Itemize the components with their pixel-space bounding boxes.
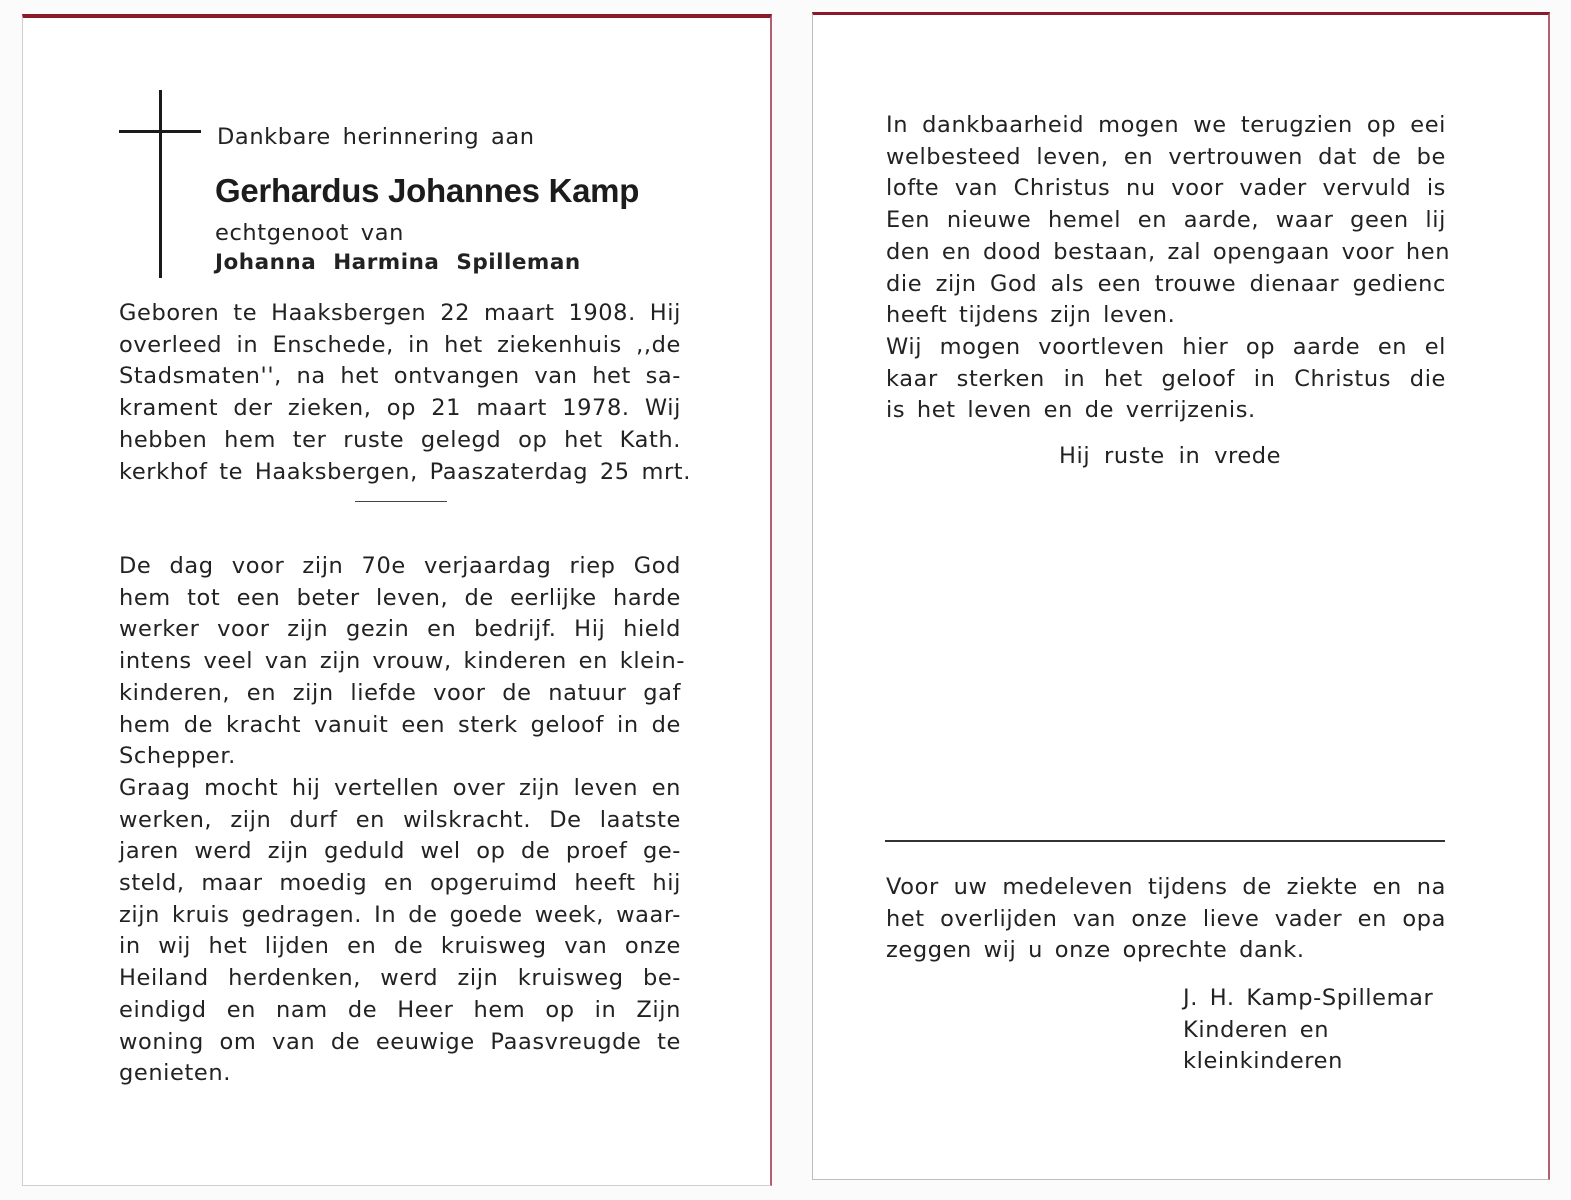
tribute-line: werken, zijn durf en wilskracht. De laatste	[119, 806, 681, 833]
section-divider	[885, 840, 1445, 842]
biography-paragraph	[119, 298, 691, 488]
reflection-line: heeft tijdens zijn leven.	[886, 302, 1176, 329]
tribute-line: eindigd en nam de Heer hem op in Zijn	[119, 996, 681, 1023]
biography-line: overleed in Enschede, in het ziekenhuis ,,de	[119, 331, 681, 358]
rest-in-peace-text: Hij ruste in vrede	[1059, 443, 1282, 469]
reflection-line: kaar sterken in het geloof in Christus die	[886, 365, 1446, 392]
reflection-line: lofte van Christus nu voor vader vervuld is	[886, 175, 1446, 202]
thanks-line: Voor uw medeleven tijdens de ziekte en na	[886, 874, 1446, 900]
cross-icon-vertical	[159, 90, 162, 278]
biography-line: hebben hem ter ruste gelegd op het Kath.	[119, 426, 681, 453]
tribute-line: hem tot een beter leven, de eerlijke harde	[119, 584, 681, 611]
tribute-line: De dag voor zijn 70e verjaardag riep God	[119, 553, 681, 579]
biography-line: krament der zieken, op 21 maart 1978. Wij	[119, 395, 681, 422]
reflection-line: die zijn God als een trouwe dienaar gedienc	[886, 270, 1446, 297]
reflection-line: den en dood bestaan, zal opengaan voor hen	[886, 238, 1451, 265]
section-divider	[355, 501, 447, 502]
signature-line: Kinderen en	[1183, 1016, 1330, 1043]
spouse-label: echtgenoot van	[215, 220, 404, 246]
tribute-line: hem de kracht vanuit een sterk geloof in de	[119, 711, 681, 738]
tribute-line: Heiland herdenken, werd zijn kruisweg be-	[119, 965, 681, 992]
tribute-line: steld, maar moedig en opgeruimd heeft hij	[119, 870, 681, 897]
tribute-line: kinderen, en zijn liefde voor de natuur gaf	[119, 679, 681, 706]
reflection-line: In dankbaarheid mogen we terugzien op eei	[886, 112, 1446, 138]
signature-block	[1183, 983, 1433, 1078]
tribute-line: intens veel van zijn vrouw, kinderen en klein-	[119, 648, 686, 675]
tribute-paragraph	[119, 551, 686, 1090]
reflection-line: Een nieuwe hemel en aarde, waar geen lij	[886, 207, 1446, 234]
memorial-card-left-page	[22, 14, 772, 1186]
memorial-card-right-page	[812, 12, 1550, 1180]
signature-line: J. H. Kamp-Spillemar	[1183, 985, 1434, 1011]
tribute-line: genieten.	[119, 1060, 231, 1087]
tribute-line: zijn kruis gedragen. In de goede week, waar-	[119, 901, 681, 928]
reflection-line: is het leven en de verrijzenis.	[886, 397, 1256, 424]
tribute-line: jaren werd zijn geduld wel op de proef ge-	[119, 838, 681, 865]
cross-icon-horizontal	[119, 130, 201, 133]
signature-line: kleinkinderen	[1183, 1048, 1343, 1075]
tribute-line: werker voor zijn gezin en bedrijf. Hij hield	[119, 616, 681, 643]
tribute-line: woning om van de eeuwige Paasvreugde te	[119, 1028, 681, 1055]
thanks-line: zeggen wij u onze oprechte dank.	[886, 937, 1305, 964]
spouse-name: Johanna Harmina Spilleman	[215, 250, 581, 275]
intro-text: Dankbare herinnering aan	[217, 124, 535, 150]
thanks-paragraph	[886, 872, 1446, 967]
reflection-line: Wij mogen voortleven hier op aarde en el	[886, 333, 1446, 360]
reflection-line: welbesteed leven, en vertrouwen dat de be	[886, 143, 1446, 170]
biography-line: kerkhof te Haaksbergen, Paaszaterdag 25 mrt.	[119, 458, 691, 485]
biography-line: Geboren te Haaksbergen 22 maart 1908. Hij	[119, 300, 681, 326]
tribute-line: in wij het lijden en de kruisweg van onze	[119, 933, 681, 960]
tribute-line: Schepper.	[119, 743, 236, 770]
reflection-paragraph	[886, 110, 1451, 427]
biography-line: Stadsmaten'', na het ontvangen van het sa-	[119, 363, 681, 390]
tribute-line: Graag mocht hij vertellen over zijn leven en	[119, 774, 681, 801]
deceased-name: Gerhardus Johannes Kamp	[215, 172, 640, 209]
thanks-line: het overlijden van onze lieve vader en opa	[886, 905, 1446, 932]
